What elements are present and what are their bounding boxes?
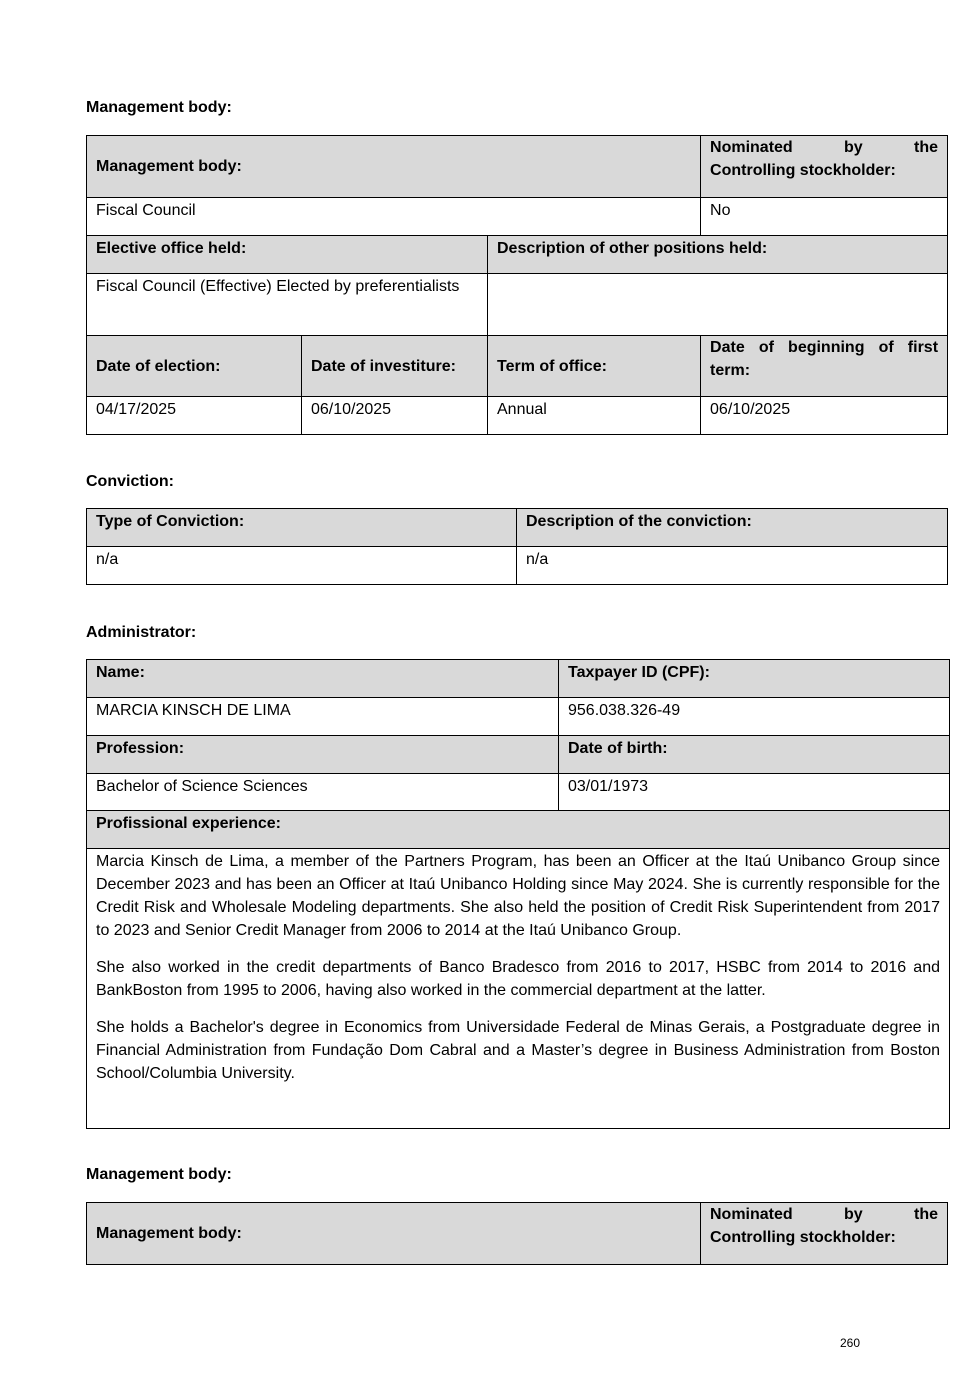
nominated-label <box>701 136 948 198</box>
admin-dob-label: Date of birth: <box>559 736 950 774</box>
experience-paragraph: She holds a Bachelor's degree in Economics from Universidade Federal de Minas Gerais, a Postgraduate degree in Financial Administration from Fundação Dom Cabral and a Master’s degree in Business Administration from Boston School/Columbia University. <box>96 1019 940 1082</box>
nominated-word-3: the <box>914 1206 938 1223</box>
date-of-election-label: Date of election: <box>87 336 302 397</box>
conviction-type-label: Type of Conviction: <box>87 509 517 547</box>
first-term-value: 06/10/2025 <box>701 397 948 435</box>
term-of-office-label: Term of office: <box>488 336 701 397</box>
first-term-label: Date of beginning of first term: <box>701 336 948 397</box>
elective-office-label: Elective office held: <box>87 236 488 274</box>
other-positions-label: Description of other positions held: <box>488 236 948 274</box>
elective-office-value: Fiscal Council (Effective) Elected by preferentialists <box>87 274 488 336</box>
nominated-label-2 <box>701 1203 948 1265</box>
page-number: 260 <box>840 1336 861 1350</box>
other-positions-value <box>488 274 948 336</box>
nominated-line-2: Controlling stockholder: <box>710 162 896 179</box>
admin-name-value: MARCIA KINSCH DE LIMA <box>87 698 559 736</box>
term-of-office-value: Annual <box>488 397 701 435</box>
section-title-administrator: Administrator: <box>86 624 197 641</box>
date-of-investiture-label: Date of investiture: <box>302 336 488 397</box>
nominated-line-2: Controlling stockholder: <box>710 1229 896 1246</box>
admin-name-label: Name: <box>87 660 559 698</box>
section-title-conviction: Conviction: <box>86 473 174 490</box>
experience-paragraph: She also worked in the credit departments of Banco Bradesco from 2016 to 2017, HSBC from 2014 to 2016 and BankBoston from 1995 to 2006, having also worked in the commercial department at the latter. <box>96 959 940 999</box>
nominated-word-1: Nominated <box>710 139 793 156</box>
conviction-description-label: Description of the conviction: <box>517 509 948 547</box>
management-body-table-2 <box>86 1202 948 1265</box>
conviction-table <box>86 508 948 585</box>
admin-cpf-label: Taxpayer ID (CPF): <box>559 660 950 698</box>
admin-profession-value: Bachelor of Science Sciences <box>87 774 559 811</box>
nominated-word-1: Nominated <box>710 1206 793 1223</box>
admin-profession-label: Profession: <box>87 736 559 774</box>
experience-paragraph: Marcia Kinsch de Lima, a member of the Partners Program, has been an Officer at the Itaú Unibanco Group since December 2023 and has been an Officer at Itaú Unibanco Holding since May 2024. She is currently responsible for the Credit Risk and Wholesale Modeling departments. She also held the position of Credit Risk Superintendent from 2017 to 2023 and Senior Credit Manager from 2006 to 2014 at the Itaú Unibanco Group. <box>96 853 940 939</box>
management-body-label-2: Management body: <box>87 1203 701 1265</box>
management-body-label: Management body: <box>87 136 701 198</box>
conviction-type-value: n/a <box>87 547 517 585</box>
section-title-management-body-2: Management body: <box>86 1166 232 1183</box>
nominated-word-2: by <box>844 1206 863 1223</box>
admin-experience-content <box>87 849 950 1129</box>
management-body-table <box>86 135 948 435</box>
date-of-investiture-value: 06/10/2025 <box>302 397 488 435</box>
conviction-description-value: n/a <box>517 547 948 585</box>
nominated-word-2: by <box>844 139 863 156</box>
section-title-management-body: Management body: <box>86 99 232 116</box>
management-body-value: Fiscal Council <box>87 198 701 236</box>
nominated-value: No <box>701 198 948 236</box>
admin-dob-value: 03/01/1973 <box>559 774 950 811</box>
admin-cpf-value: 956.038.326-49 <box>559 698 950 736</box>
nominated-word-3: the <box>914 139 939 156</box>
administrator-table <box>86 659 950 1129</box>
date-of-election-value: 04/17/2025 <box>87 397 302 435</box>
admin-experience-label: Profissional experience: <box>87 811 950 849</box>
